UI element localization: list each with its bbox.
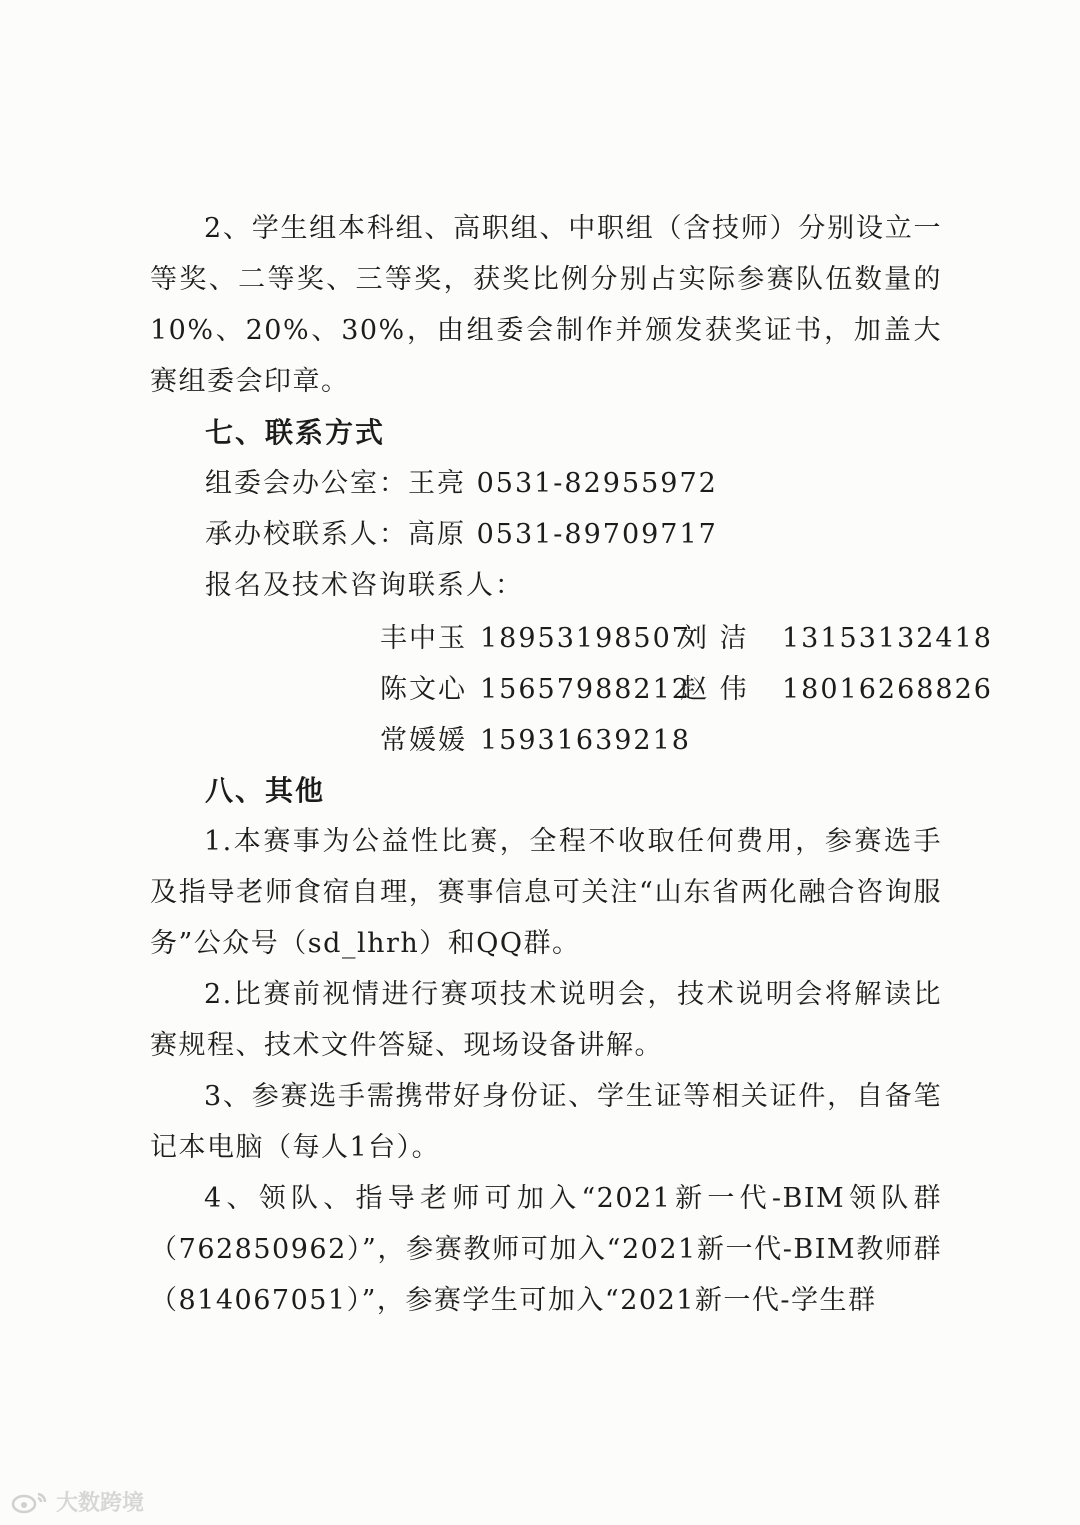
watermark-text: 大数跨境 — [56, 1491, 145, 1516]
weibo-logo-icon — [10, 1490, 50, 1514]
contact-school: 承办校联系人：高原 0531-89709717 — [205, 519, 718, 550]
other-heading: 八、其他 — [205, 774, 326, 807]
contact-person-name: 陈文心 — [380, 674, 467, 705]
contact-person-name: 丰中玉 — [380, 623, 467, 654]
contact-person-phone: 18953198507 — [480, 623, 691, 654]
award-paragraph: 2、学生组本科组、高职组、中职组（含技师）分别设立一等奖、二等奖、三等奖，获奖比例分别占实际参赛队伍数量的10%、20%、30%，由组委会制作并颁发获奖证书，加盖大赛组委会印章。 — [150, 213, 942, 397]
contact-consult-label: 报名及技术咨询联系人： — [205, 570, 524, 601]
contact-person-phone: 15657988212 — [480, 674, 691, 705]
other-item-4: 4、领队、指导老师可加入“2021新一代-BIM领队群（762850962）”，参赛教师可加入“2021新一代-BIM教师群（814067051）”，参赛学生可加入“2021新一代-学生群 — [150, 1183, 942, 1316]
other-item-1: 1.本赛事为公益性比赛，全程不收取任何费用，参赛选手及指导老师食宿自理，赛事信息可关注“山东省两化融合咨询服务”公众号（sd_lhrh）和QQ群。 — [150, 826, 942, 959]
contact-office: 组委会办公室：王亮 0531-82955972 — [205, 468, 718, 499]
contact-person-phone: 18016268826 — [782, 674, 993, 705]
contact-person-name: 赵 伟 — [680, 674, 749, 705]
contact-person-phone: 13153132418 — [782, 623, 993, 654]
contact-person-name: 常媛媛 — [380, 725, 467, 756]
contact-heading: 七、联系方式 — [205, 416, 386, 449]
contact-person-name: 刘 洁 — [680, 623, 749, 654]
other-item-2: 2.比赛前视情进行赛项技术说明会，技术说明会将解读比赛规程、技术文件答疑、现场设备讲解。 — [150, 979, 942, 1061]
watermark — [10, 1486, 144, 1517]
other-item-3: 3、参赛选手需携带好身份证、学生证等相关证件，自备笔记本电脑（每人1台）。 — [150, 1081, 942, 1163]
contact-person-phone: 15931639218 — [480, 725, 691, 756]
